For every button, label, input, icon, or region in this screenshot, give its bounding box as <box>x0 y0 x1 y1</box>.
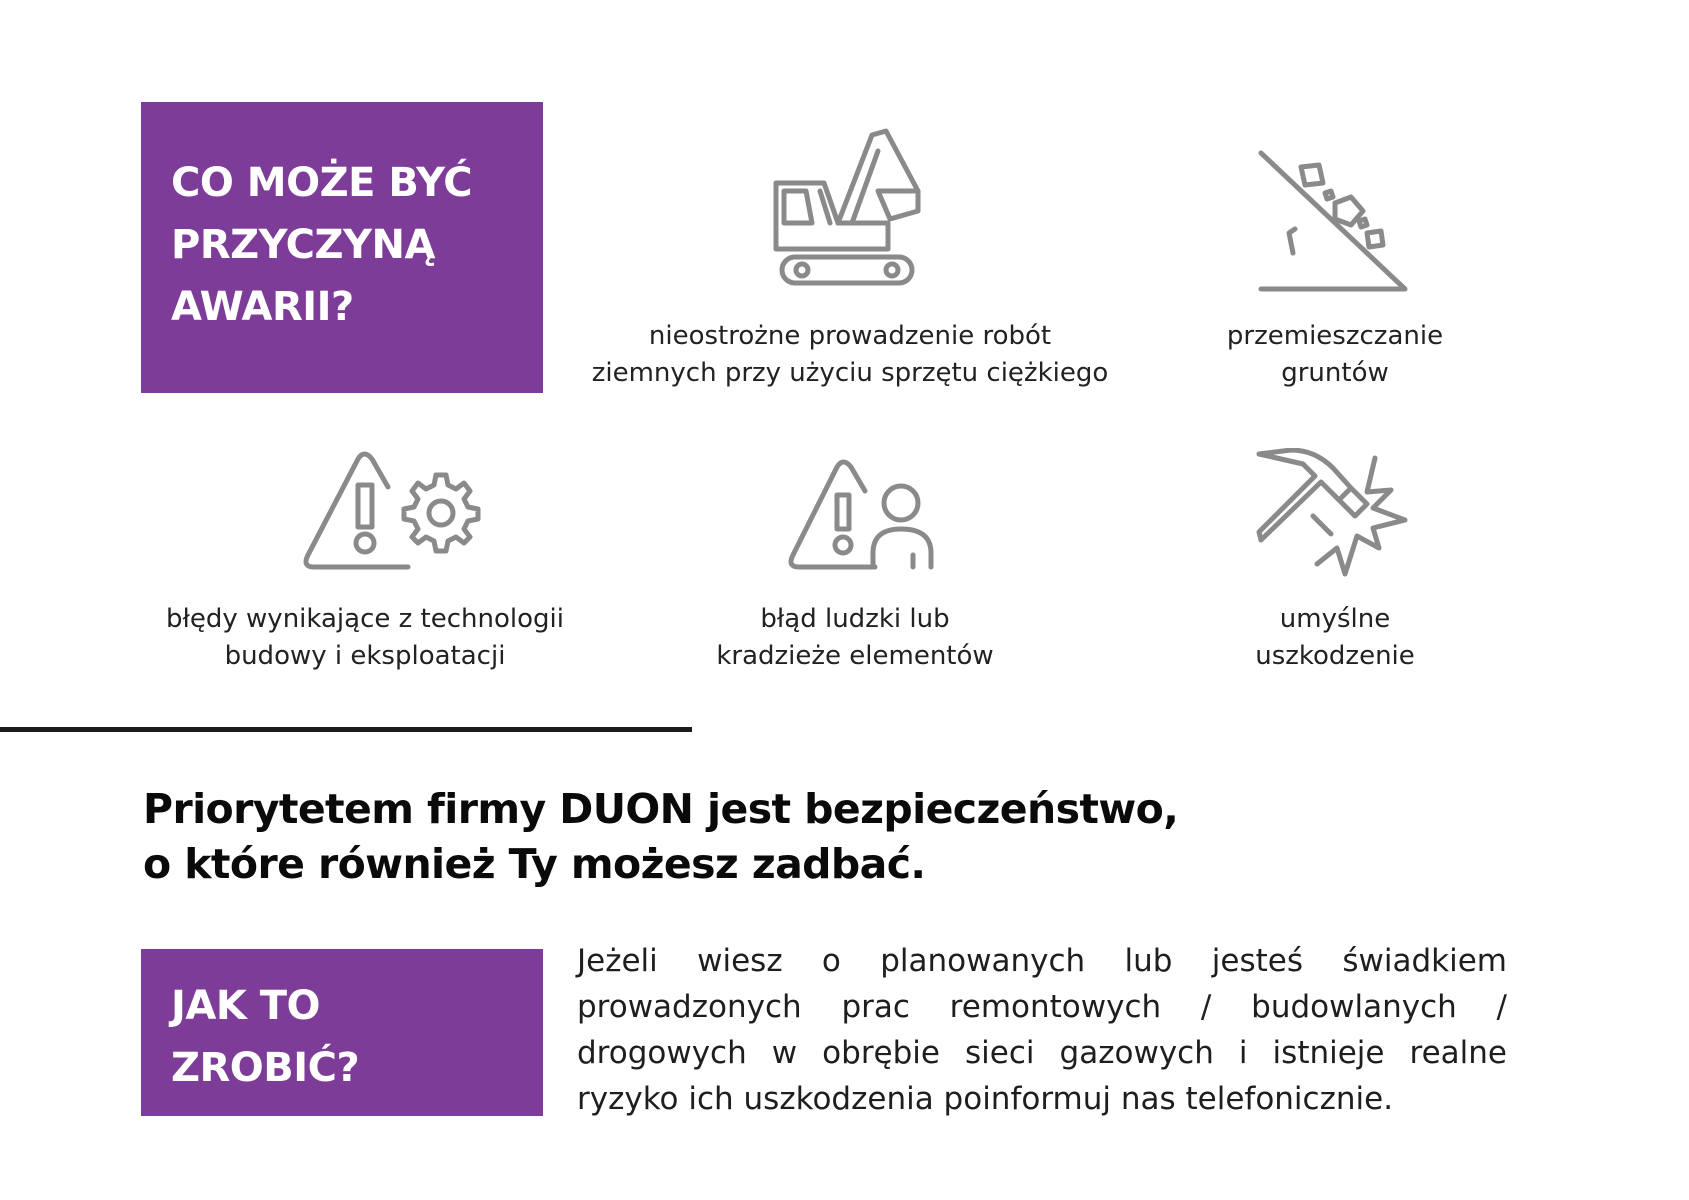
headline-line: o które również Ty możesz zadbać. <box>143 840 926 888</box>
causes-heading-line: PRZYCZYNĄ <box>171 222 435 268</box>
cause-caption-line: uszkodzenie <box>1255 641 1415 671</box>
headline-line: Priorytetem firmy DUON jest bezpieczeństwo, <box>143 785 1179 833</box>
howto-heading-line: ZROBIĆ? <box>171 1045 360 1091</box>
causes-heading-box <box>141 102 543 393</box>
cause-caption-line: kradzieże elementów <box>716 641 994 671</box>
cause-caption-line: ziemnych przy użyciu sprzętu ciężkiego <box>591 358 1109 388</box>
cause-caption <box>560 318 1140 392</box>
warning-gear-icon <box>300 445 490 575</box>
cause-caption <box>120 601 610 675</box>
paragraph-line: drogowych w obrębie sieci gazowych i istnieje realne <box>577 1035 1507 1071</box>
causes-heading-line: AWARII? <box>171 284 354 330</box>
hammer-impact-icon <box>1255 448 1415 588</box>
cause-caption-line: gruntów <box>1281 358 1389 388</box>
howto-heading-line: JAK TO <box>171 983 321 1029</box>
cause-caption-line: błędy wynikające z technologii <box>166 604 564 634</box>
cause-caption-line: umyślne <box>1279 604 1391 634</box>
paragraph-line: ryzyko ich uszkodzenia poinformuj nas telefonicznie. <box>577 1081 1394 1117</box>
cause-caption <box>1170 601 1500 675</box>
cause-caption <box>1170 318 1500 392</box>
cause-caption-line: błąd ludzki lub <box>760 604 950 634</box>
causes-heading-line: CO MOŻE BYĆ <box>171 160 473 206</box>
howto-heading-box <box>141 949 543 1116</box>
section-divider <box>0 727 692 732</box>
landslide-icon <box>1255 145 1415 295</box>
paragraph-line: Jeżeli wiesz o planowanych lub jesteś świadkiem <box>577 943 1507 979</box>
cause-caption-line: przemieszczanie <box>1226 321 1444 351</box>
cause-caption-line: budowy i eksploatacji <box>224 641 506 671</box>
paragraph-line: prowadzonych prac remontowych / budowlanych / <box>577 989 1507 1025</box>
warning-person-icon <box>785 455 945 575</box>
cause-caption-line: nieostrożne prowadzenie robót <box>648 321 1052 351</box>
howto-paragraph <box>577 938 1507 1122</box>
excavator-icon <box>768 125 938 295</box>
safety-headline <box>143 782 1178 892</box>
cause-caption <box>660 601 1050 675</box>
